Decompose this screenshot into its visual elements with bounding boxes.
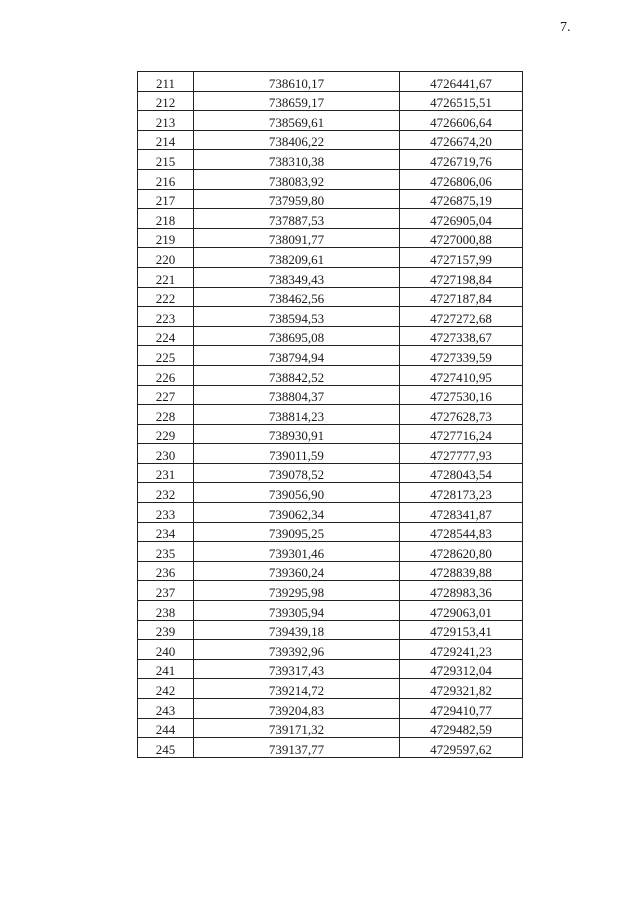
x-coordinate-cell: 739439,18 [194, 620, 400, 640]
x-coordinate-cell: 738695,08 [194, 326, 400, 346]
point-number-cell: 238 [138, 601, 194, 621]
x-coordinate-cell: 739078,52 [194, 463, 400, 483]
x-coordinate-cell: 737887,53 [194, 209, 400, 229]
y-coordinate-cell: 4726875,19 [400, 189, 523, 209]
table-row [138, 581, 523, 601]
table-row [138, 267, 523, 287]
y-coordinate-cell: 4726606,64 [400, 111, 523, 131]
x-coordinate-cell: 739171,32 [194, 718, 400, 738]
table-row [138, 228, 523, 248]
table-row [138, 326, 523, 346]
y-coordinate-cell: 4726806,06 [400, 169, 523, 189]
point-number-cell: 215 [138, 150, 194, 170]
x-coordinate-cell: 738594,53 [194, 307, 400, 327]
point-number-cell: 234 [138, 522, 194, 542]
coordinates-table [137, 71, 523, 758]
table-row [138, 385, 523, 405]
table-row [138, 307, 523, 327]
x-coordinate-cell: 739204,83 [194, 699, 400, 719]
table-row [138, 346, 523, 366]
point-number-cell: 235 [138, 542, 194, 562]
table-row [138, 130, 523, 150]
point-number-cell: 244 [138, 718, 194, 738]
y-coordinate-cell: 4727628,73 [400, 405, 523, 425]
y-coordinate-cell: 4729241,23 [400, 640, 523, 660]
x-coordinate-cell: 737959,80 [194, 189, 400, 209]
point-number-cell: 239 [138, 620, 194, 640]
x-coordinate-cell: 738804,37 [194, 385, 400, 405]
point-number-cell: 231 [138, 463, 194, 483]
y-coordinate-cell: 4727338,67 [400, 326, 523, 346]
x-coordinate-cell: 738814,23 [194, 405, 400, 425]
point-number-cell: 224 [138, 326, 194, 346]
point-number-cell: 237 [138, 581, 194, 601]
table-row [138, 699, 523, 719]
x-coordinate-cell: 739062,34 [194, 503, 400, 523]
point-number-cell: 221 [138, 267, 194, 287]
table-row [138, 542, 523, 562]
x-coordinate-cell: 738842,52 [194, 365, 400, 385]
point-number-cell: 229 [138, 424, 194, 444]
x-coordinate-cell: 738209,61 [194, 248, 400, 268]
table-row [138, 640, 523, 660]
x-coordinate-cell: 738610,17 [194, 72, 400, 92]
y-coordinate-cell: 4728983,36 [400, 581, 523, 601]
y-coordinate-cell: 4727339,59 [400, 346, 523, 366]
point-number-cell: 243 [138, 699, 194, 719]
y-coordinate-cell: 4727000,88 [400, 228, 523, 248]
table-row [138, 287, 523, 307]
x-coordinate-cell: 739214,72 [194, 679, 400, 699]
table-row [138, 405, 523, 425]
y-coordinate-cell: 4728173,23 [400, 483, 523, 503]
point-number-cell: 222 [138, 287, 194, 307]
point-number-cell: 236 [138, 561, 194, 581]
point-number-cell: 233 [138, 503, 194, 523]
y-coordinate-cell: 4726515,51 [400, 91, 523, 111]
y-coordinate-cell: 4727187,84 [400, 287, 523, 307]
table-row [138, 189, 523, 209]
y-coordinate-cell: 4728544,83 [400, 522, 523, 542]
y-coordinate-cell: 4729410,77 [400, 699, 523, 719]
y-coordinate-cell: 4727716,24 [400, 424, 523, 444]
table-row [138, 150, 523, 170]
x-coordinate-cell: 739317,43 [194, 659, 400, 679]
y-coordinate-cell: 4726905,04 [400, 209, 523, 229]
table-row [138, 659, 523, 679]
x-coordinate-cell: 738794,94 [194, 346, 400, 366]
point-number-cell: 213 [138, 111, 194, 131]
x-coordinate-cell: 739360,24 [194, 561, 400, 581]
x-coordinate-cell: 739392,96 [194, 640, 400, 660]
point-number-cell: 211 [138, 72, 194, 92]
x-coordinate-cell: 739011,59 [194, 444, 400, 464]
y-coordinate-cell: 4728620,80 [400, 542, 523, 562]
coordinates-table-body [138, 72, 523, 758]
table-row [138, 169, 523, 189]
x-coordinate-cell: 738569,61 [194, 111, 400, 131]
x-coordinate-cell: 739056,90 [194, 483, 400, 503]
point-number-cell: 223 [138, 307, 194, 327]
table-row [138, 620, 523, 640]
point-number-cell: 226 [138, 365, 194, 385]
x-coordinate-cell: 738406,22 [194, 130, 400, 150]
table-row [138, 738, 523, 758]
table-row [138, 91, 523, 111]
y-coordinate-cell: 4729321,82 [400, 679, 523, 699]
y-coordinate-cell: 4729597,62 [400, 738, 523, 758]
x-coordinate-cell: 738659,17 [194, 91, 400, 111]
y-coordinate-cell: 4727272,68 [400, 307, 523, 327]
x-coordinate-cell: 738930,91 [194, 424, 400, 444]
x-coordinate-cell: 739305,94 [194, 601, 400, 621]
point-number-cell: 217 [138, 189, 194, 209]
x-coordinate-cell: 738462,56 [194, 287, 400, 307]
point-number-cell: 232 [138, 483, 194, 503]
point-number-cell: 241 [138, 659, 194, 679]
table-row [138, 444, 523, 464]
x-coordinate-cell: 739295,98 [194, 581, 400, 601]
point-number-cell: 212 [138, 91, 194, 111]
y-coordinate-cell: 4726674,20 [400, 130, 523, 150]
point-number-cell: 216 [138, 169, 194, 189]
table-row [138, 248, 523, 268]
table-row [138, 365, 523, 385]
y-coordinate-cell: 4726719,76 [400, 150, 523, 170]
point-number-cell: 220 [138, 248, 194, 268]
point-number-cell: 230 [138, 444, 194, 464]
y-coordinate-cell: 4729153,41 [400, 620, 523, 640]
x-coordinate-cell: 738349,43 [194, 267, 400, 287]
table-row [138, 522, 523, 542]
point-number-cell: 242 [138, 679, 194, 699]
point-number-cell: 228 [138, 405, 194, 425]
table-row [138, 483, 523, 503]
y-coordinate-cell: 4727198,84 [400, 267, 523, 287]
x-coordinate-cell: 738083,92 [194, 169, 400, 189]
y-coordinate-cell: 4728043,54 [400, 463, 523, 483]
table-row [138, 679, 523, 699]
y-coordinate-cell: 4729482,59 [400, 718, 523, 738]
table-row [138, 463, 523, 483]
table-row [138, 209, 523, 229]
x-coordinate-cell: 739137,77 [194, 738, 400, 758]
point-number-cell: 240 [138, 640, 194, 660]
point-number-cell: 245 [138, 738, 194, 758]
table-row [138, 718, 523, 738]
point-number-cell: 214 [138, 130, 194, 150]
table-row [138, 503, 523, 523]
x-coordinate-cell: 739301,46 [194, 542, 400, 562]
y-coordinate-cell: 4727157,99 [400, 248, 523, 268]
y-coordinate-cell: 4726441,67 [400, 72, 523, 92]
x-coordinate-cell: 738091,77 [194, 228, 400, 248]
table-row [138, 111, 523, 131]
point-number-cell: 218 [138, 209, 194, 229]
y-coordinate-cell: 4728341,87 [400, 503, 523, 523]
point-number-cell: 227 [138, 385, 194, 405]
point-number-cell: 219 [138, 228, 194, 248]
table-row [138, 72, 523, 92]
y-coordinate-cell: 4727777,93 [400, 444, 523, 464]
y-coordinate-cell: 4728839,88 [400, 561, 523, 581]
x-coordinate-cell: 738310,38 [194, 150, 400, 170]
table-row [138, 601, 523, 621]
page-number: 7. [560, 20, 571, 35]
y-coordinate-cell: 4729312,04 [400, 659, 523, 679]
table-row [138, 561, 523, 581]
point-number-cell: 225 [138, 346, 194, 366]
y-coordinate-cell: 4727530,16 [400, 385, 523, 405]
y-coordinate-cell: 4727410,95 [400, 365, 523, 385]
x-coordinate-cell: 739095,25 [194, 522, 400, 542]
table-row [138, 424, 523, 444]
y-coordinate-cell: 4729063,01 [400, 601, 523, 621]
